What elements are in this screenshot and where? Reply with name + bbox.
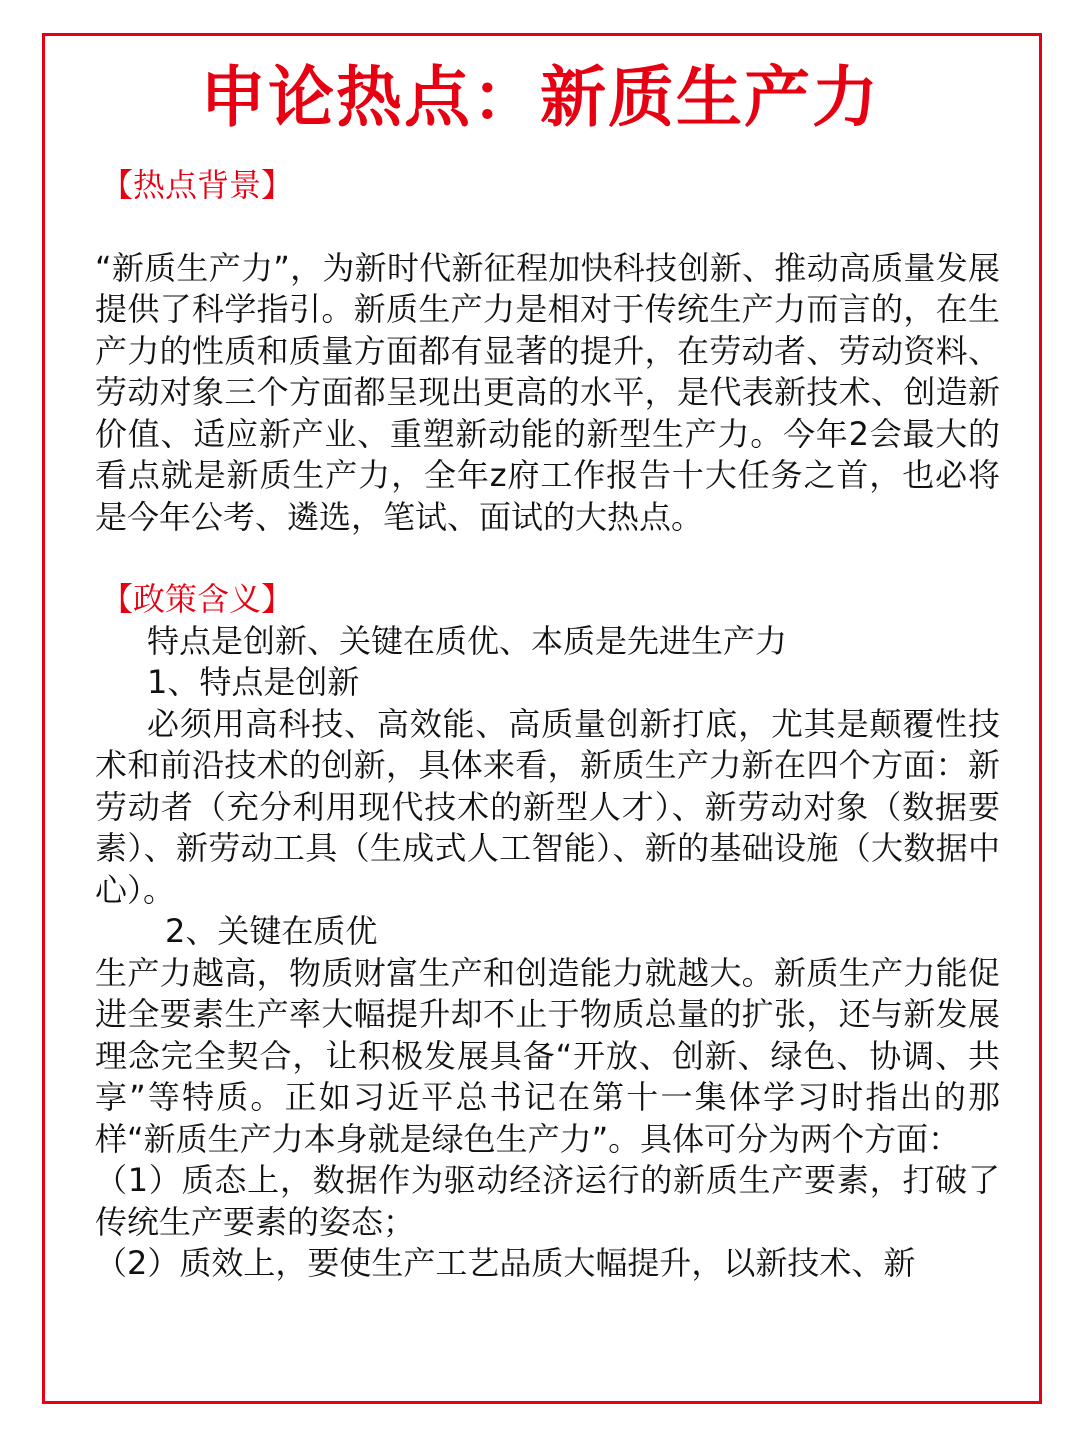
section-heading-policy: 【政策含义】 bbox=[101, 580, 294, 618]
policy-summary: 特点是创新、关键在质优、本质是先进生产力 bbox=[147, 621, 788, 660]
sub-point-1: （1）质态上，数据作为驱动经济运行的新质生产要素，打破了传统生产要素的姿态； bbox=[95, 1161, 1000, 1241]
spacer bbox=[95, 538, 1000, 579]
point1-title: 1、特点是创新 bbox=[147, 663, 360, 701]
article-body bbox=[95, 165, 1000, 1285]
background-paragraph: “新质生产力”，为新时代新征程加快科技创新、推动高质量发展提供了科学指引。新质生产力是相对于传统生产力而言的，在生产力的性质和质量方面都有显著的提升，在劳动者、劳动资料、劳动对象三个方面都呈现出更高的水平，是代表新技术、创造新价值、适应新产业、重塑新动能的新型生产力。今年2会最大的看点就是新质生产力，全年z府工作报告十大任务之首，也必将是今年公考、遴选，笔试、面试的大热点。 bbox=[95, 248, 1000, 536]
point2-text: 生产力越高，物质财富生产和创造能力就越大。新质生产力能促进全要素生产率大幅提升却不止于物质总量的扩张，还与新发展理念完全契合，让积极发展具备“开放、创新、绿色、协调、共享”等特质。正如习近平总书记在第十一集体学习时指出的那样“新质生产力本身就是绿色生产力”。具体可分为两个方面： bbox=[95, 953, 1000, 1158]
point2-title: 2、关键在质优 bbox=[165, 912, 378, 950]
sub-point-2: （2）质效上，要使生产工艺品质大幅提升，以新技术、新 bbox=[95, 1244, 916, 1282]
spacer bbox=[95, 207, 1000, 248]
section-heading-background: 【热点背景】 bbox=[101, 166, 294, 204]
point1-text: 必须用高科技、高效能、高质量创新打底，尤其是颠覆性技术和前沿技术的创新，具体来看，新质生产力新在四个方面：新劳动者（充分利用现代技术的新型人才）、新劳动对象（数据要素）、新劳动工具（生成式人工智能）、新的基础设施（大数据中心）。 bbox=[95, 704, 1000, 909]
page-title: 申论热点：新质生产力 bbox=[200, 59, 880, 136]
